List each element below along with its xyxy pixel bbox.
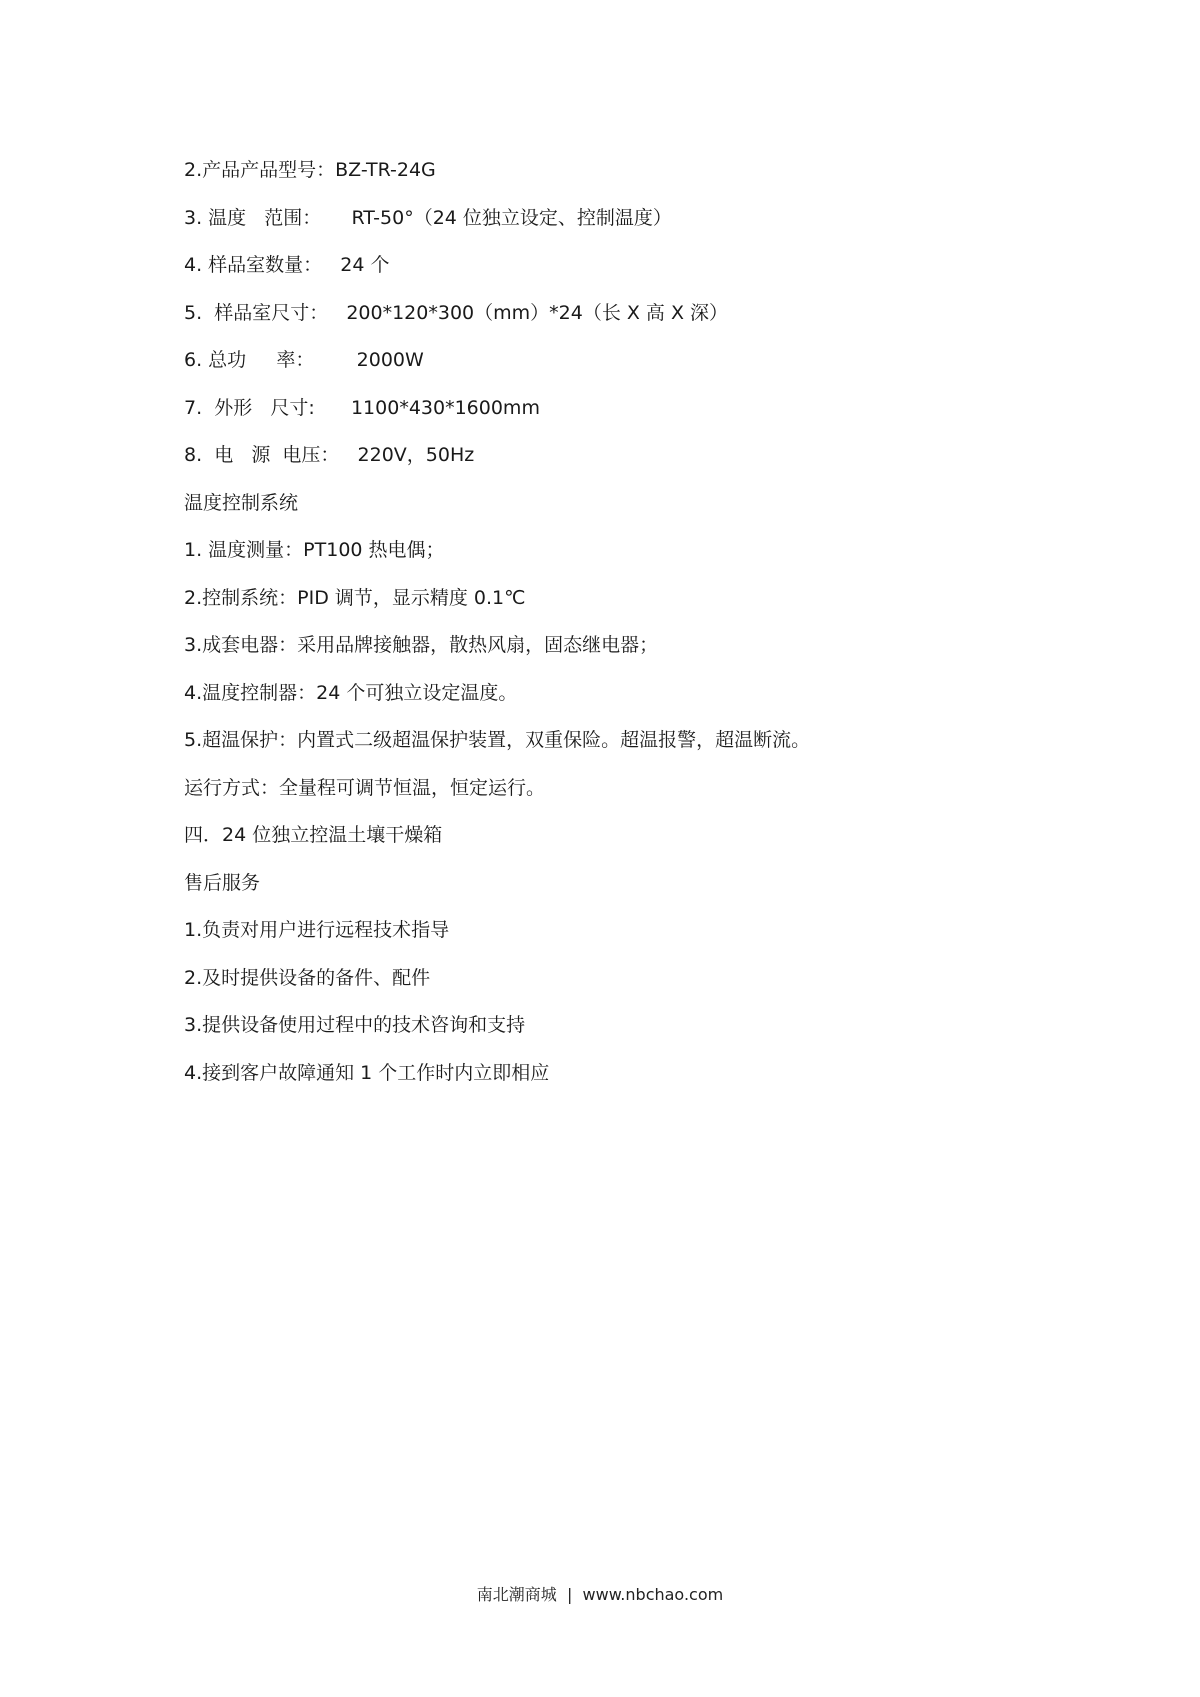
document-body [184,155,1084,1105]
after-sales-item-4: 4.接到客户故障通知 1 个工作时内立即相应 [184,1061,550,1084]
spec-sample-chamber-size: 5. 样品室尺寸： 200*120*300（mm）*24（长 X 高 X 深） [184,301,729,324]
spec-power-voltage: 8. 电 源 电压： 220V，50Hz [184,444,475,466]
temp-control-item-1: 1. 温度测量：PT100 热电偶； [184,539,445,561]
temp-control-item-3: 3.成套电器：采用品牌接触器，散热风扇，固态继电器； [184,634,659,656]
section-heading-after-sales: 售后服务 [184,871,261,894]
after-sales-item-1: 1.负责对用户进行远程技术指导 [184,919,450,941]
spec-model: 2.产品产品型号：BZ-TR-24G [184,159,436,181]
operation-mode: 运行方式：全量程可调节恒温，恒定运行。 [184,776,546,799]
spec-sample-chamber-count: 4. 样品室数量： 24 个 [184,254,390,276]
temp-control-item-2: 2.控制系统：PID 调节，显示精度 0.1℃ [184,586,526,609]
section-heading-temp-control: 温度控制系统 [184,491,299,514]
after-sales-item-3: 3.提供设备使用过程中的技术咨询和支持 [184,1014,526,1036]
section-heading-product: 四．24 位独立控温土壤干燥箱 [184,824,443,846]
spec-outer-dimensions: 7. 外形 尺寸: 1100*430*1600mm [184,396,540,419]
after-sales-item-2: 2.及时提供设备的备件、配件 [184,966,431,989]
temp-control-item-5: 5.超温保护：内置式二级超温保护装置，双重保险。超温报警，超温断流。 [184,729,811,751]
temp-control-item-4: 4.温度控制器：24 个可独立设定温度。 [184,681,518,704]
spec-total-power: 6. 总功 率： 2000W [184,349,424,371]
spec-temperature-range: 3. 温度 范围： RT-50°（24 位独立设定、控制温度） [184,206,672,229]
page-footer: 南北潮商城 | www.nbchao.com [476,1585,724,1604]
